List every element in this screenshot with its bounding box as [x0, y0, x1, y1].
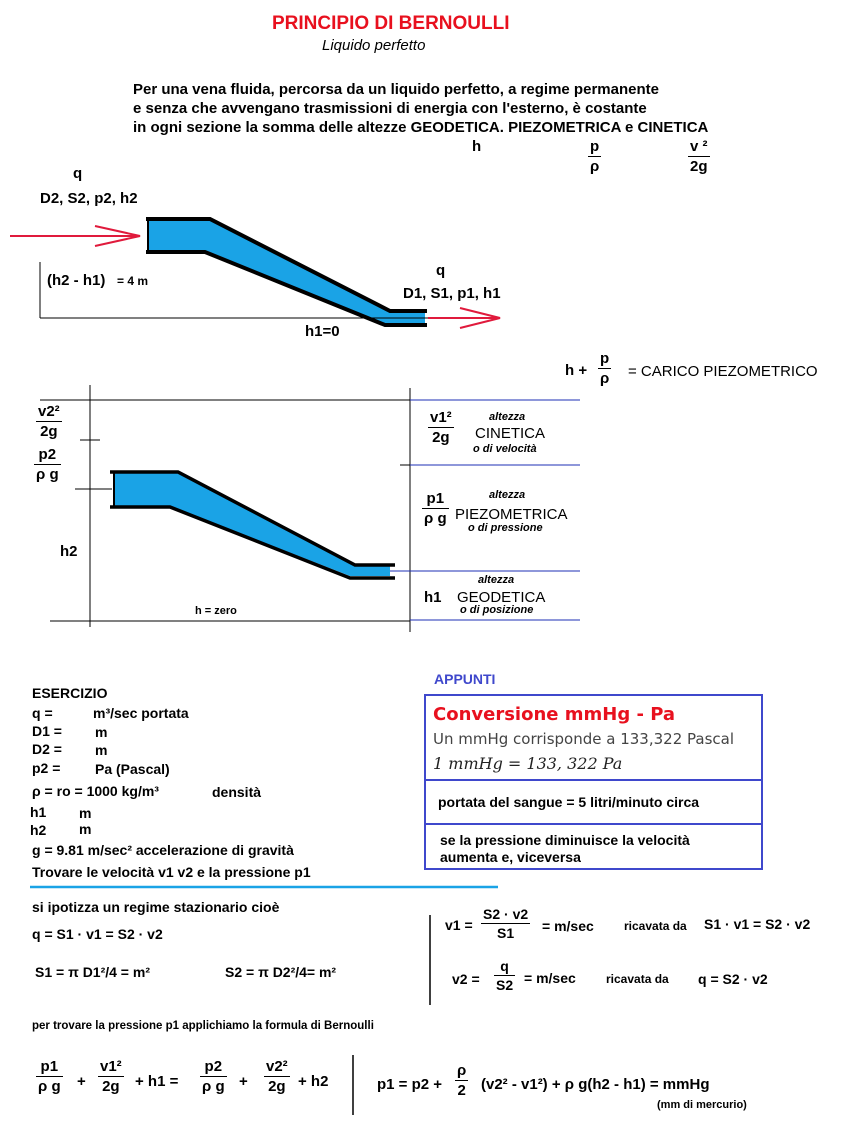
pressure-text-2: aumenta e, viceversa [440, 849, 581, 865]
left-p2-rhog: p2 ρ g [36, 446, 59, 483]
ex-rho-label: densità [212, 784, 262, 800]
h1-zero-label: h1=0 [305, 323, 340, 340]
piezo-name: PIEZOMETRICA [455, 506, 568, 523]
p1-rhs: (v2² - v1²) + ρ g(h2 - h1) = mmHg [481, 1076, 710, 1093]
piezo-pre: altezza [489, 489, 526, 501]
left-h2: h2 [60, 543, 78, 560]
appunti-title: APPUNTI [434, 671, 496, 687]
geo-post: o di posizione [460, 604, 534, 616]
carico-h-plus: h + [565, 362, 588, 379]
v1-source-eq: S1 · v1 = S2 · v2 [704, 916, 811, 932]
pressure-text-1: se la pressione diminuisce la velocità [440, 832, 690, 848]
s1-equation: S1 = π D1²/4 = m² [35, 964, 150, 980]
v2-fraction: q S2 [496, 958, 514, 993]
v2-lhs: v2 = [452, 971, 480, 987]
v1-fraction: S2 · v2 S1 [483, 906, 529, 941]
portata-box [424, 779, 763, 825]
ex-find: Trovare le velocità v1 v2 e la pressione p1 [32, 864, 311, 880]
q-equation: q = S1 · v1 = S2 · v2 [32, 926, 163, 942]
pressure-box [424, 823, 763, 870]
ex-d1: D1 = [32, 723, 62, 739]
piezo-fraction: p1 ρ g [424, 490, 447, 527]
bernoulli-intro: per trovare la pressione p1 applichiamo la formula di Bernoulli [32, 1020, 374, 1032]
h-zero-label: h = zero [195, 605, 237, 617]
cinetica-name: CINETICA [475, 425, 546, 442]
p1-rho-over-2: ρ 2 [457, 1062, 467, 1099]
geo-h1: h1 [424, 589, 442, 606]
flow-q-label-2: q [436, 262, 446, 279]
cinetica-post: o di velocità [473, 443, 537, 455]
ex-g: g = 9.81 m/sec² accelerazione di gravità [32, 842, 294, 858]
v2-source-eq: q = S2 · v2 [698, 971, 768, 987]
conversion-text: Un mmHg corrisponde a 133,322 Pascal [433, 730, 734, 748]
v2-rhs: = m/sec [524, 970, 576, 986]
bern-h1-eq: + h1 = [135, 1073, 179, 1090]
conversion-formula: 1 mmHg = 133, 322 Pa [433, 754, 623, 773]
ex-q: q = [32, 705, 53, 721]
term-h: h [472, 138, 482, 155]
ex-d2: D2 = [32, 741, 62, 757]
height-diff-label: (h2 - h1) [47, 272, 106, 289]
s2-equation: S2 = π D2²/4= m² [225, 964, 337, 980]
term-v2-2g: v ² 2g [690, 138, 708, 175]
mmhg-note: (mm di mercurio) [657, 1099, 747, 1111]
bern-h2: + h2 [298, 1073, 329, 1090]
ex-h1-unit: m [79, 805, 92, 821]
bern-v2-2g: v2² 2g [266, 1058, 288, 1095]
cinetica-fraction: v1² 2g [430, 409, 452, 446]
bern-p2-rhog: p2 ρ g [202, 1058, 225, 1095]
bern-plus-2: + [239, 1073, 248, 1090]
carico-p-rho: p ρ [600, 350, 610, 387]
term-p-rho: p ρ [590, 138, 600, 175]
intro-line-3: in ogni sezione la somma delle altezze GEODETICA. PIEZOMETRICA e CINETICA [133, 119, 709, 136]
geo-name: GEODETICA [457, 589, 546, 606]
ex-d1-unit: m [95, 724, 108, 740]
v2-from: ricavata da [606, 972, 669, 986]
v1-from: ricavata da [624, 919, 687, 933]
ex-h1: h1 [30, 804, 47, 820]
p1-lhs: p1 = p2 + [377, 1076, 443, 1093]
page-title: PRINCIPIO DI BERNOULLI [272, 13, 510, 34]
left-v2-2g: v2² 2g [38, 403, 60, 440]
v1-rhs: = m/sec [542, 918, 594, 934]
v1-lhs: v1 = [445, 917, 473, 933]
bern-v1-2g: v1² 2g [100, 1058, 122, 1095]
ex-h2-unit: m [79, 821, 92, 837]
page-subtitle: Liquido perfetto [322, 37, 426, 54]
ex-p2-unit: Pa (Pascal) [95, 761, 170, 777]
section-2-label: D2, S2, p2, h2 [40, 190, 138, 207]
ex-d2-unit: m [95, 742, 108, 758]
esercizio-title: ESERCIZIO [32, 685, 108, 701]
section-1-label: D1, S1, p1, h1 [403, 285, 501, 302]
portata-text: portata del sangue = 5 litri/minuto circa [438, 794, 700, 810]
cinetica-pre: altezza [489, 411, 526, 423]
height-diff-value: = 4 m [117, 274, 149, 288]
ex-p2: p2 = [32, 760, 61, 776]
ex-h2: h2 [30, 822, 47, 838]
bern-p1-rhog: p1 ρ g [38, 1058, 61, 1095]
piezo-post: o di pressione [468, 522, 543, 534]
intro-line-1: Per una vena fluida, percorsa da un liquido perfetto, a regime permanente [133, 81, 659, 98]
ex-q-unit: m³/sec portata [93, 705, 189, 721]
conversion-box [424, 694, 763, 781]
carico-label: = CARICO PIEZOMETRICO [628, 363, 818, 380]
ex-rho: ρ = ro = 1000 kg/m³ [32, 783, 159, 799]
conversion-title: Conversione mmHg - Pa [433, 704, 676, 725]
intro-line-2: e senza che avvengano trasmissioni di energia con l'esterno, è costante [133, 100, 647, 117]
stazionario-text: si ipotizza un regime stazionario cioè [32, 899, 280, 915]
flow-q-label: q [73, 165, 83, 182]
geo-pre: altezza [478, 574, 515, 586]
bern-plus-1: + [77, 1073, 86, 1090]
